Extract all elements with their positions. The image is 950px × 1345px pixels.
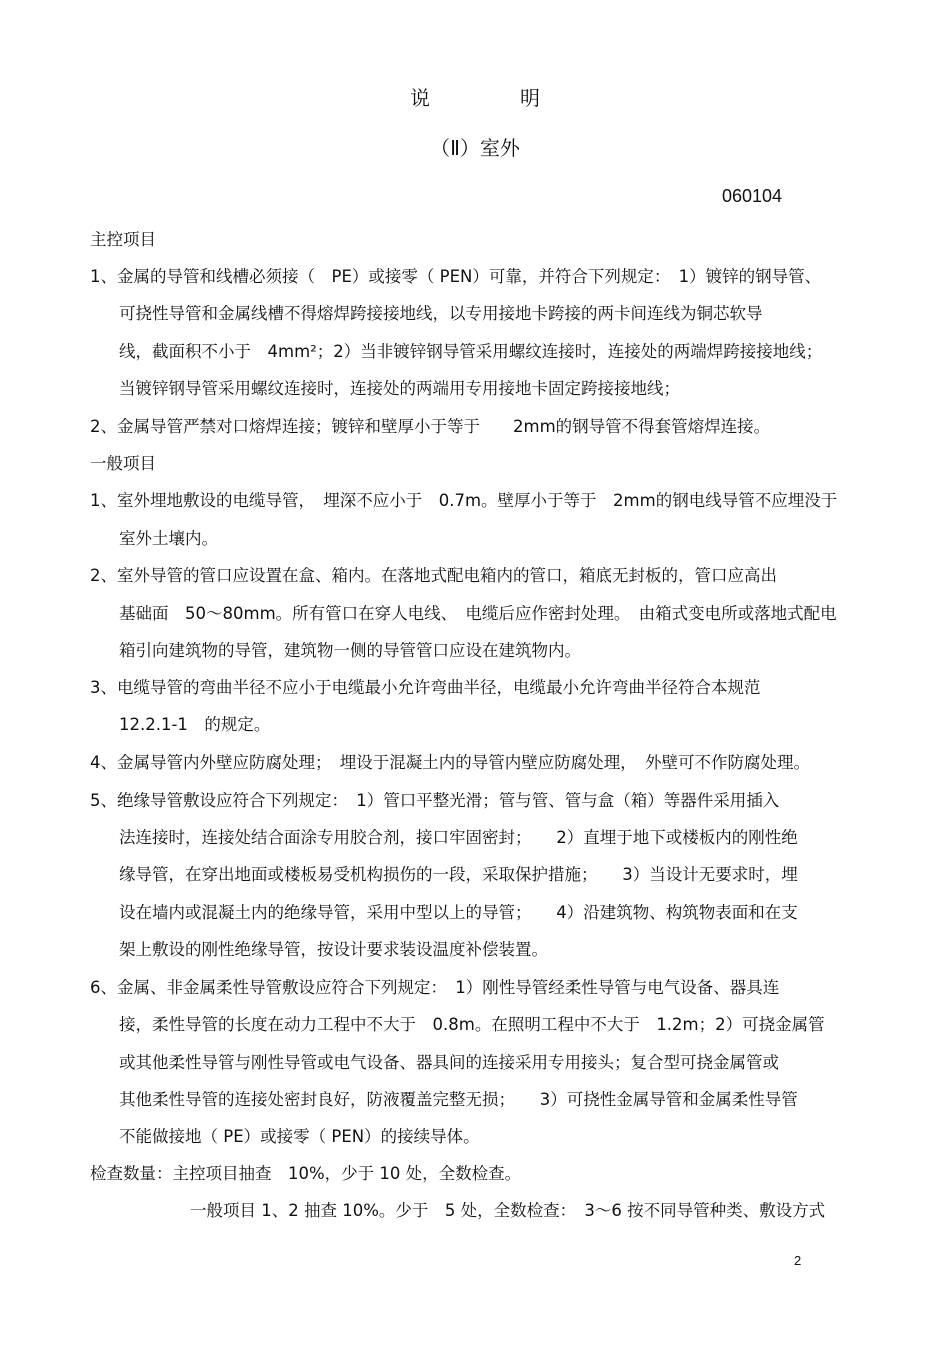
text-line: 或其他柔性导管与刚性导管或电气设备、器具间的连接采用专用接头；复合型可挠金属管或: [119, 1053, 779, 1072]
text-line: 室外土壤内。: [119, 529, 218, 548]
text-line: 线，截面积不小于 4mm²；2）当非镀锌钢导管采用螺纹连接时，连接处的两端焊跨接接地线；: [119, 342, 823, 361]
title-char-2: 明: [520, 86, 540, 110]
text-line: 其他柔性导管的连接处密封良好，防液覆盖完整无损； 3）可挠性金属导管和金属柔性导管: [119, 1090, 798, 1109]
text-line: 当镀锌钢导管采用螺纹连接时，连接处的两端用专用接地卡固定跨接接地线；: [119, 379, 680, 398]
text-line: 基础面 50～80mm。所有管口在穿人电线、 电缆后应作密封处理。 由箱式变电所或落地式配电: [119, 604, 837, 623]
text-line: 可挠性导管和金属线槽不得熔焊跨接接地线，以专用接地卡跨接的两卡间连线为铜芯软导: [119, 304, 763, 323]
text-line: 接，柔性导管的长度在动力工程中不大于 0.8m。在照明工程中不大于 1.2m；2）可挠金属管: [119, 1015, 825, 1034]
section-heading-main: 主控项目: [90, 230, 156, 249]
text-line: 缘导管，在穿出地面或楼板易受机构损伤的一段，采取保护措施； 3）当设计无要求时，埋: [119, 865, 798, 884]
text-line: 架上敷设的刚性绝缘导管，按设计要求装设温度补偿装置。: [119, 940, 548, 959]
inspection-quantity-line: 检查数量：主控项目抽查 10%，少于 10 处，全数检查。: [90, 1164, 522, 1183]
text-line: 1、室外埋地敷设的电缆导管， 埋深不应小于 0.7m。壁厚小于等于 2mm的钢电线导管不应埋没于: [90, 491, 838, 510]
text-line: 2、金属导管严禁对口熔焊连接；镀锌和壁厚小于等于 2mm的钢导管不得套管熔焊连接。: [90, 417, 771, 436]
section-heading-general: 一般项目: [90, 454, 156, 473]
text-line: 设在墙内或混凝土内的绝缘导管，采用中型以上的导管； 4）沿建筑物、构筑物表面和在支: [119, 903, 798, 922]
text-line: 不能做接地（ PE）或接零（ PEN）的接续导体。: [119, 1127, 480, 1146]
document-subtitle: （Ⅱ）室外: [430, 136, 520, 160]
title-char-1: 说: [410, 86, 430, 110]
page-number: 2: [794, 1253, 802, 1268]
text-line: 3、电缆导管的弯曲半径不应小于电缆最小允许弯曲半径，电缆最小允许弯曲半径符合本规范: [90, 678, 761, 697]
text-line: 4、金属导管内外壁应防腐处理； 埋设于混凝土内的导管内壁应防腐处理， 外壁可不作防腐处理。: [90, 753, 810, 772]
inspection-quantity-line: 一般项目 1、2 抽查 10%。少于 5 处，全数检查： 3～6 按不同导管种类、敷设方式: [190, 1201, 826, 1220]
document-code: 060104: [722, 186, 783, 206]
text-line: 1、金属的导管和线槽必须接（ PE）或接零（ PEN）可靠，并符合下列规定： 1）镀锌的钢导管、: [90, 267, 822, 286]
text-line: 法连接时，连接处结合面涂专用胶合剂，接口牢固密封； 2）直埋于地下或楼板内的刚性绝: [119, 828, 798, 847]
text-line: 6、金属、非金属柔性导管敷设应符合下列规定： 1）刚性导管经柔性导管与电气设备、器具连: [90, 978, 780, 997]
text-line: 2、室外导管的管口应设置在盒、箱内。在落地式配电箱内的管口，箱底无封板的，管口应高出: [90, 566, 777, 585]
document-title: [0, 82, 950, 111]
text-line: 箱引向建筑物的导管，建筑物一侧的导管管口应设在建筑物内。: [119, 641, 581, 660]
text-line: 5、绝缘导管敷设应符合下列规定： 1）管口平整光滑；管与管、管与盒（箱）等器件采用插入: [90, 791, 780, 810]
text-line: 12.2.1-1 的规定。: [119, 715, 271, 734]
